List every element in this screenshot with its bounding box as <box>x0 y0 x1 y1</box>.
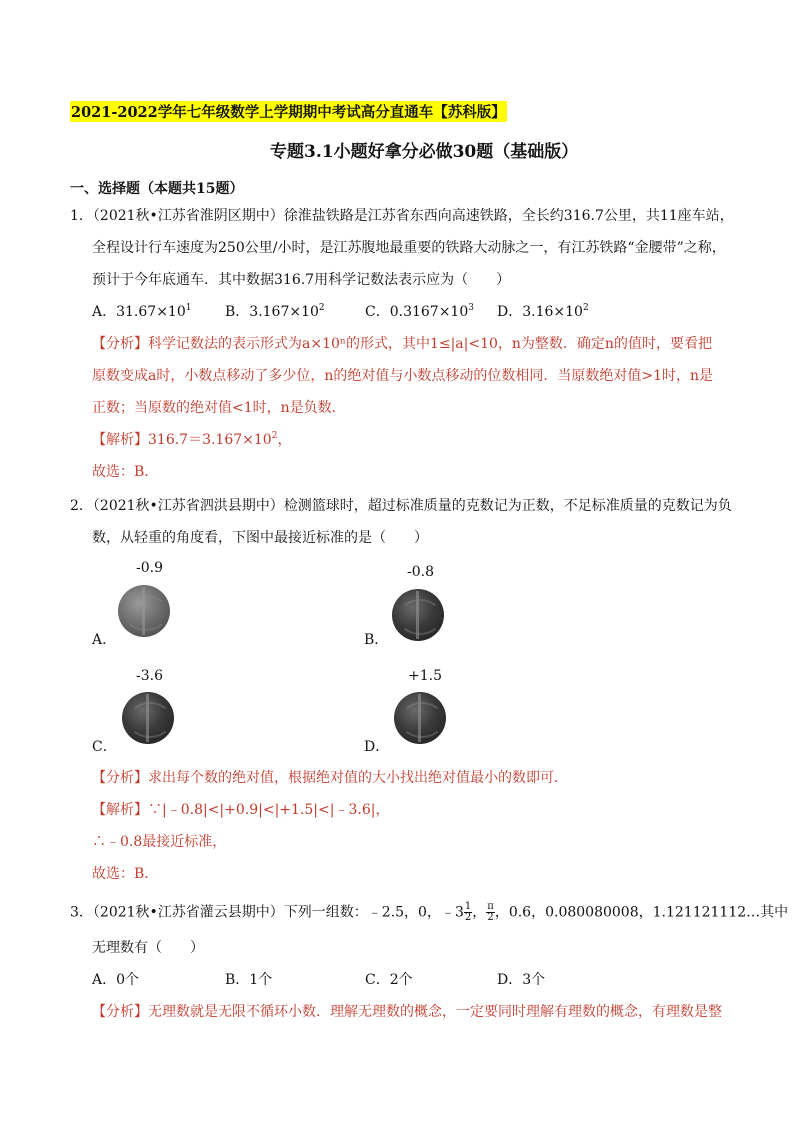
q3-option-c[interactable]: C．2个 <box>365 972 413 988</box>
q1-answer: 故选：B． <box>92 464 159 480</box>
q1-option-a-exp: 1 <box>185 303 192 313</box>
q1-option-b-exp: 2 <box>318 303 325 313</box>
q1-analysis-text1: 科学记数法的表示形式为a×10ⁿ的形式，其中1≤|a|<10，n为整数．确定n的值时，要看把 <box>148 336 712 352</box>
analysis-tag: 【分析】 <box>92 1004 148 1020</box>
q2-solution-text: ∵|﹣0.8|<|+0.9|<|+1.5|<|﹣3.6|， <box>148 802 390 818</box>
q1-line3: 预计于今年底通车．其中数据316.7用科学记数法表示应为（ ） <box>92 272 511 288</box>
q3-line2: 无理数有（ ） <box>92 940 204 956</box>
fraction-one-half: $\frac{1}{2}$ <box>464 901 472 923</box>
q1-line1: 1．（2021秋•江苏省淮阴区期中）徐淮盐铁路是江苏省东西向高速铁路，全长约316.7公里，共11座车站， <box>70 208 734 224</box>
q3-option-a[interactable]: A．0个 <box>92 972 140 988</box>
q1-analysis-line3: 正数；当原数的绝对值<1时，n是负数． <box>92 400 346 416</box>
ball-c-weight-label: -3.6 <box>136 668 163 684</box>
q1-line2: 全程设计行车速度为250公里/小时，是江苏腹地最重要的铁路大动脉之一，有江苏铁路“金腰带”之称， <box>92 240 726 256</box>
solution-tag: 【解析】 <box>92 802 148 818</box>
basketball-d-image <box>394 692 446 744</box>
q1-analysis-line1 <box>92 334 712 354</box>
q2-solution-line2: ∴﹣0.8最接近标准， <box>92 834 227 850</box>
q2-option-a[interactable]: A． <box>92 632 117 648</box>
basketball-a-image <box>118 585 170 637</box>
q1-option-c-exp: 3 <box>468 303 474 313</box>
q2-option-d[interactable]: D． <box>364 739 390 755</box>
q1-option-d-text: D．3.16×10 <box>497 304 583 320</box>
q1-option-c[interactable] <box>365 302 474 322</box>
q2-analysis <box>92 768 568 788</box>
q3-option-b[interactable]: B．1个 <box>225 972 273 988</box>
q2-option-b[interactable]: B． <box>364 632 389 648</box>
q1-option-a-text: A．31.67×10 <box>92 304 186 320</box>
solution-tag: 【解析】 <box>92 432 148 448</box>
fraction-pi-over-two: $\frac{\pi}{2}$ <box>487 901 494 923</box>
q1-option-c-text: C．0.3167×10 <box>365 304 469 320</box>
basketball-c-image <box>122 692 174 744</box>
q3-analysis-text: 无理数就是无限不循环小数．理解无理数的概念，一定要同时理解有理数的概念，有理数是整 <box>148 1004 722 1020</box>
q1-option-d-exp: 2 <box>582 303 589 313</box>
q2-analysis-text: 求出每个数的绝对值，根据绝对值的大小找出绝对值最小的数即可． <box>148 770 568 786</box>
ball-b-weight-label: -0.8 <box>407 564 434 580</box>
exam-banner: 2021-2022学年七年级数学上学期期中考试高分直通车【苏科版】 <box>70 101 507 122</box>
q2-option-c[interactable]: C． <box>92 739 117 755</box>
q3-separator: ， <box>472 904 487 921</box>
q1-solution <box>92 430 291 450</box>
q2-line1: 2．（2021秋•江苏省泗洪县期中）检测篮球时，超过标准质量的克数记为正数，不足标准质量的克数记为负 <box>70 498 732 514</box>
q3-option-d[interactable]: D．3个 <box>497 972 546 988</box>
q3-line1-end: ，0.6，0.080080008，1.121121112…其中 <box>494 904 789 921</box>
page-title: 专题3.1小题好拿分必做30题（基础版） <box>270 142 579 162</box>
q1-solution-end: ， <box>277 432 292 448</box>
q2-solution <box>92 800 389 820</box>
q1-option-b-text: B．3.167×10 <box>225 304 319 320</box>
q2-answer: 故选：B． <box>92 866 159 882</box>
q3-line1 <box>70 902 788 923</box>
basketball-b-image <box>392 589 444 641</box>
q3-analysis <box>92 1002 722 1022</box>
q3-line1-start: 3．（2021秋•江苏省灌云县期中）下列一组数：﹣2.5，0，﹣3 <box>70 904 464 921</box>
q2-line2: 数，从轻重的角度看，下图中最接近标准的是（ ） <box>92 530 428 546</box>
q1-option-d[interactable] <box>497 302 589 322</box>
q1-option-a[interactable] <box>92 302 191 322</box>
analysis-tag: 【分析】 <box>92 770 148 786</box>
analysis-tag: 【分析】 <box>92 336 148 352</box>
ball-a-weight-label: -0.9 <box>136 560 163 576</box>
q1-option-b[interactable] <box>225 302 325 322</box>
section-heading: 一、选择题（本题共15题） <box>70 181 244 197</box>
q1-solution-text: 316.7＝3.167×10 <box>148 432 272 448</box>
q1-solution-exp: 2 <box>271 431 278 441</box>
q1-analysis-line2: 原数变成a时，小数点移动了多少位，n的绝对值与小数点移动的位数相同．当原数绝对值>1时，n是 <box>92 368 714 384</box>
ball-d-weight-label: +1.5 <box>408 668 442 684</box>
